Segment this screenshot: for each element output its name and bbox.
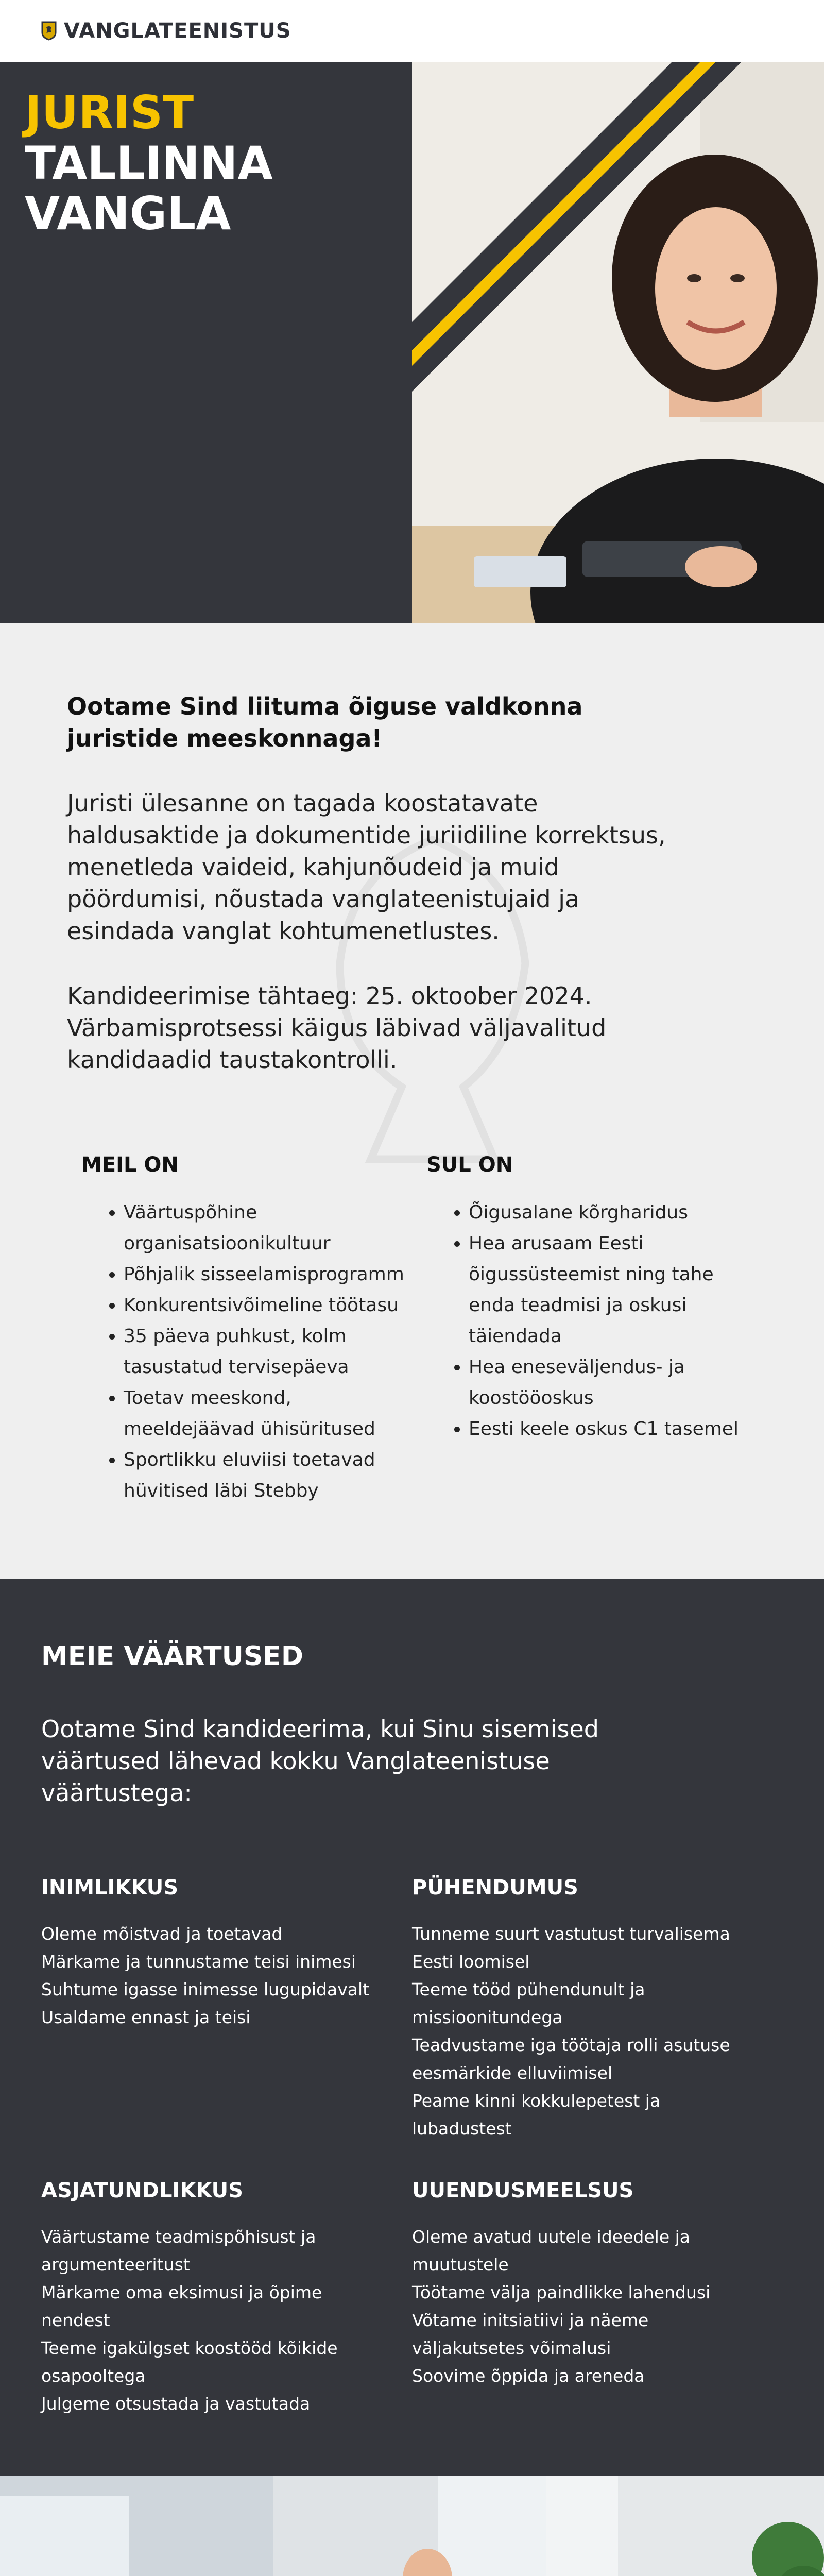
- gallery-photo-smiling-woman: [546, 2476, 824, 2576]
- offer-column: [67, 1153, 412, 1506]
- value-line: Peame kinni kokkulepetest ja lubadustest: [412, 2091, 661, 2139]
- hero-section: [0, 62, 824, 623]
- requirements-column: [412, 1153, 757, 1506]
- list-item: • Konkurentsivõimeline töötasu: [124, 1290, 412, 1321]
- value-line: Tunneme suurt vastutust turvalisema Eesti loomisel: [412, 1924, 730, 1972]
- title-location-2: VANGLA: [25, 187, 231, 240]
- lion-watermark-icon: [288, 819, 577, 1180]
- value-line: Soovime õppida ja areneda: [412, 2366, 645, 2386]
- offer-requirements-columns: [67, 1153, 757, 1506]
- values-section: [0, 1579, 824, 2476]
- value-block-inimlikkus: [41, 1876, 412, 2143]
- list-item: • Põhjalik sisseelamisprogramm: [124, 1259, 412, 1290]
- value-title: ASJATUNDLIKKUS: [41, 2179, 243, 2202]
- value-line: Usaldame ennast ja teisi: [41, 2007, 251, 2027]
- offer-list: [67, 1197, 412, 1506]
- value-title: UUENDUSMEELSUS: [412, 2179, 634, 2202]
- value-line: Väärtustame teadmispõhisust ja argumenteeritust: [41, 2227, 316, 2275]
- value-line: Teeme tööd pühendunult ja missioonitundega: [412, 1979, 645, 2027]
- yellow-diagonal-stripe: [412, 62, 824, 623]
- list-item: • Hea eneseväljendus- ja koostööoskus: [469, 1352, 757, 1414]
- value-line: Oleme mõistvad ja toetavad: [41, 1924, 283, 1944]
- list-item: • Väärtuspõhine organisatsioonikultuur: [124, 1197, 412, 1259]
- value-block-puhendumus: [412, 1876, 783, 2143]
- brand-logo[interactable]: [41, 19, 291, 43]
- value-title: INIMLIKKUS: [41, 1876, 178, 1900]
- photo-gallery: [0, 2476, 824, 2576]
- value-line: Julgeme otsustada ja vastutada: [41, 2394, 311, 2414]
- value-block-uuendusmeelsus: [412, 2179, 783, 2418]
- values-lead: Ootame Sind kandideerima, kui Sinu sisemised väärtused lähevad kokku Vanglateenistuse väärtustega:: [41, 1715, 599, 1807]
- value-line: Teeme igakülgset koostööd kõikide osapooltega: [41, 2338, 338, 2386]
- value-block-asjatundlikkus: [41, 2179, 412, 2418]
- value-line: Töötame välja paindlikke lahendusi: [412, 2282, 711, 2302]
- gallery-photo-office-woman: [0, 2476, 273, 2576]
- list-item: • Toetav meeskond, meeldejäävad ühisüritused: [124, 1383, 412, 1445]
- list-item: • Eesti keele oskus C1 tasemel: [469, 1414, 757, 1445]
- intro-heading: Ootame Sind liituma õiguse valdkonna juristide meeskonnaga!: [67, 692, 583, 752]
- list-item: • Hea arusaam Eesti õigussüsteemist ning tahe enda teadmisi ja oskusi täiendada: [469, 1228, 757, 1352]
- requirements-list: [412, 1197, 757, 1445]
- value-line: Võtame initsiatiivi ja näeme väljakutsetes võimalusi: [412, 2310, 649, 2358]
- gallery-photo-team: [273, 2476, 546, 2576]
- brand-name: VANGLATEENISTUS: [64, 19, 291, 43]
- value-line: Märkame oma eksimusi ja õpime nendest: [41, 2282, 322, 2330]
- list-item: • 35 päeva puhkust, kolm tasustatud tervisepäeva: [124, 1321, 412, 1383]
- value-line: Teadvustame iga töötaja rolli asutuse eesmärkide elluviimisel: [412, 2035, 730, 2083]
- title-location-1: TALLINNA: [25, 137, 273, 190]
- list-item: • Sportlikku eluviisi toetavad hüvitised läbi Stebby: [124, 1445, 412, 1506]
- value-line: Suhtume igasse inimesse lugupidavalt: [41, 1979, 370, 1999]
- values-title: MEIE VÄÄRTUSED: [41, 1641, 303, 1672]
- title-job: JURIST: [25, 86, 194, 139]
- requirements-title: SUL ON: [426, 1153, 513, 1177]
- value-line: Oleme avatud uutele ideedele ja muutustele: [412, 2227, 691, 2275]
- value-title: PÜHENDUMUS: [412, 1876, 578, 1900]
- list-item: • Õigusalane kõrgharidus: [469, 1197, 757, 1228]
- page-title: [25, 88, 273, 239]
- offer-title: MEIL ON: [81, 1153, 179, 1177]
- intro-section: [0, 623, 824, 1579]
- shield-lion-icon: [41, 21, 57, 41]
- top-header: [0, 0, 824, 62]
- intro-description: Juristi ülesanne on tagada koostatavate haldusaktide ja dokumentide juriidiline korrektsus, menetleda vaideid, kahjunõudeid ja muid pöördumisi, nõustada vanglateenistujaid ja esindada vanglat kohtumenetlustes.: [67, 789, 666, 945]
- deadline-text: Kandideerimise tähtaeg: 25. oktoober 2024. Värbamisprotsessi käigus läbivad väljavalitud kandidaadid taustakontrolli.: [67, 982, 607, 1074]
- values-grid: [41, 1876, 783, 2418]
- value-line: Märkame ja tunnustame teisi inimesi: [41, 1952, 356, 1972]
